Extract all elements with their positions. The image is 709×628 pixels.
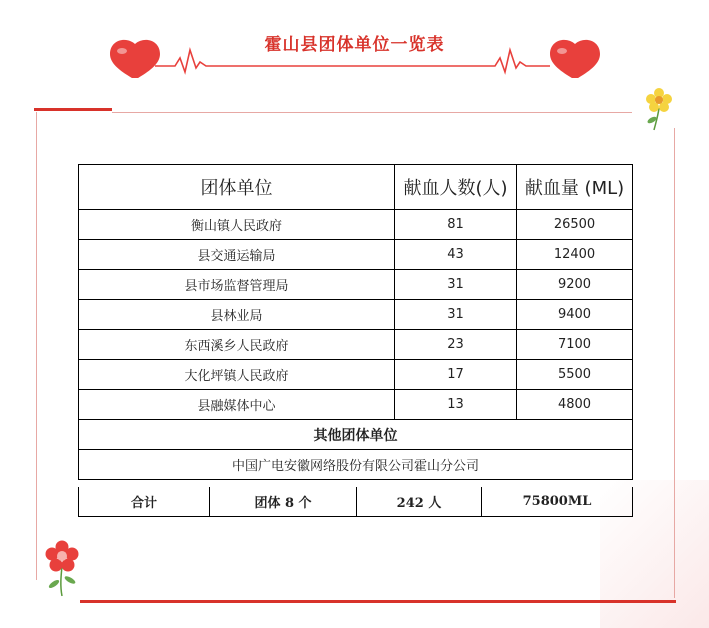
other-units-section-title: 其他团体单位 <box>79 420 633 450</box>
table-row <box>79 300 633 330</box>
table-row <box>79 330 633 360</box>
frame-left-line <box>36 112 37 580</box>
frame-accent-bottom <box>80 600 676 603</box>
column-header-volume: 献血量 (ML) <box>517 165 633 210</box>
unit-cell: 县交通运输局 <box>79 240 395 270</box>
table-header-row <box>79 165 633 210</box>
table-row <box>79 270 633 300</box>
summary-label: 合计 <box>79 487 210 517</box>
people-cell: 81 <box>395 210 517 240</box>
people-cell: 31 <box>395 300 517 330</box>
flower-icon <box>642 88 676 132</box>
column-header-people: 献血人数(人) <box>395 165 517 210</box>
summary-table <box>78 487 633 517</box>
people-cell: 43 <box>395 240 517 270</box>
blood-donation-table <box>78 164 633 480</box>
volume-cell: 12400 <box>517 240 633 270</box>
column-header-unit: 团体单位 <box>79 165 395 210</box>
volume-cell: 9200 <box>517 270 633 300</box>
other-units-row <box>79 450 633 480</box>
frame-right-line <box>674 128 675 598</box>
unit-cell: 东西溪乡人民政府 <box>79 330 395 360</box>
summary-groups: 团体 8 个 <box>210 487 357 517</box>
frame-top-line <box>112 112 632 113</box>
other-units-section-row <box>79 420 633 450</box>
unit-cell: 县市场监督管理局 <box>79 270 395 300</box>
header <box>0 0 709 100</box>
people-cell: 31 <box>395 270 517 300</box>
volume-cell: 9400 <box>517 300 633 330</box>
summary-row <box>79 487 633 517</box>
table-row <box>79 210 633 240</box>
volume-cell: 7100 <box>517 330 633 360</box>
frame-accent-top-left <box>34 108 112 111</box>
volume-cell: 4800 <box>517 390 633 420</box>
unit-cell: 大化坪镇人民政府 <box>79 360 395 390</box>
table-row <box>79 360 633 390</box>
people-cell: 13 <box>395 390 517 420</box>
unit-cell: 县融媒体中心 <box>79 390 395 420</box>
unit-cell: 衡山镇人民政府 <box>79 210 395 240</box>
volume-cell: 26500 <box>517 210 633 240</box>
summary-people: 242 人 <box>357 487 482 517</box>
other-units-cell: 中国广电安徽网络股份有限公司霍山分公司 <box>79 450 633 480</box>
summary-volume: 75800ML <box>482 487 633 517</box>
unit-cell: 县林业局 <box>79 300 395 330</box>
page-title: 霍山县团体单位一览表 <box>264 35 445 55</box>
table-row <box>79 240 633 270</box>
flower-icon <box>44 540 80 598</box>
people-cell: 23 <box>395 330 517 360</box>
people-cell: 17 <box>395 360 517 390</box>
table-row <box>79 390 633 420</box>
volume-cell: 5500 <box>517 360 633 390</box>
